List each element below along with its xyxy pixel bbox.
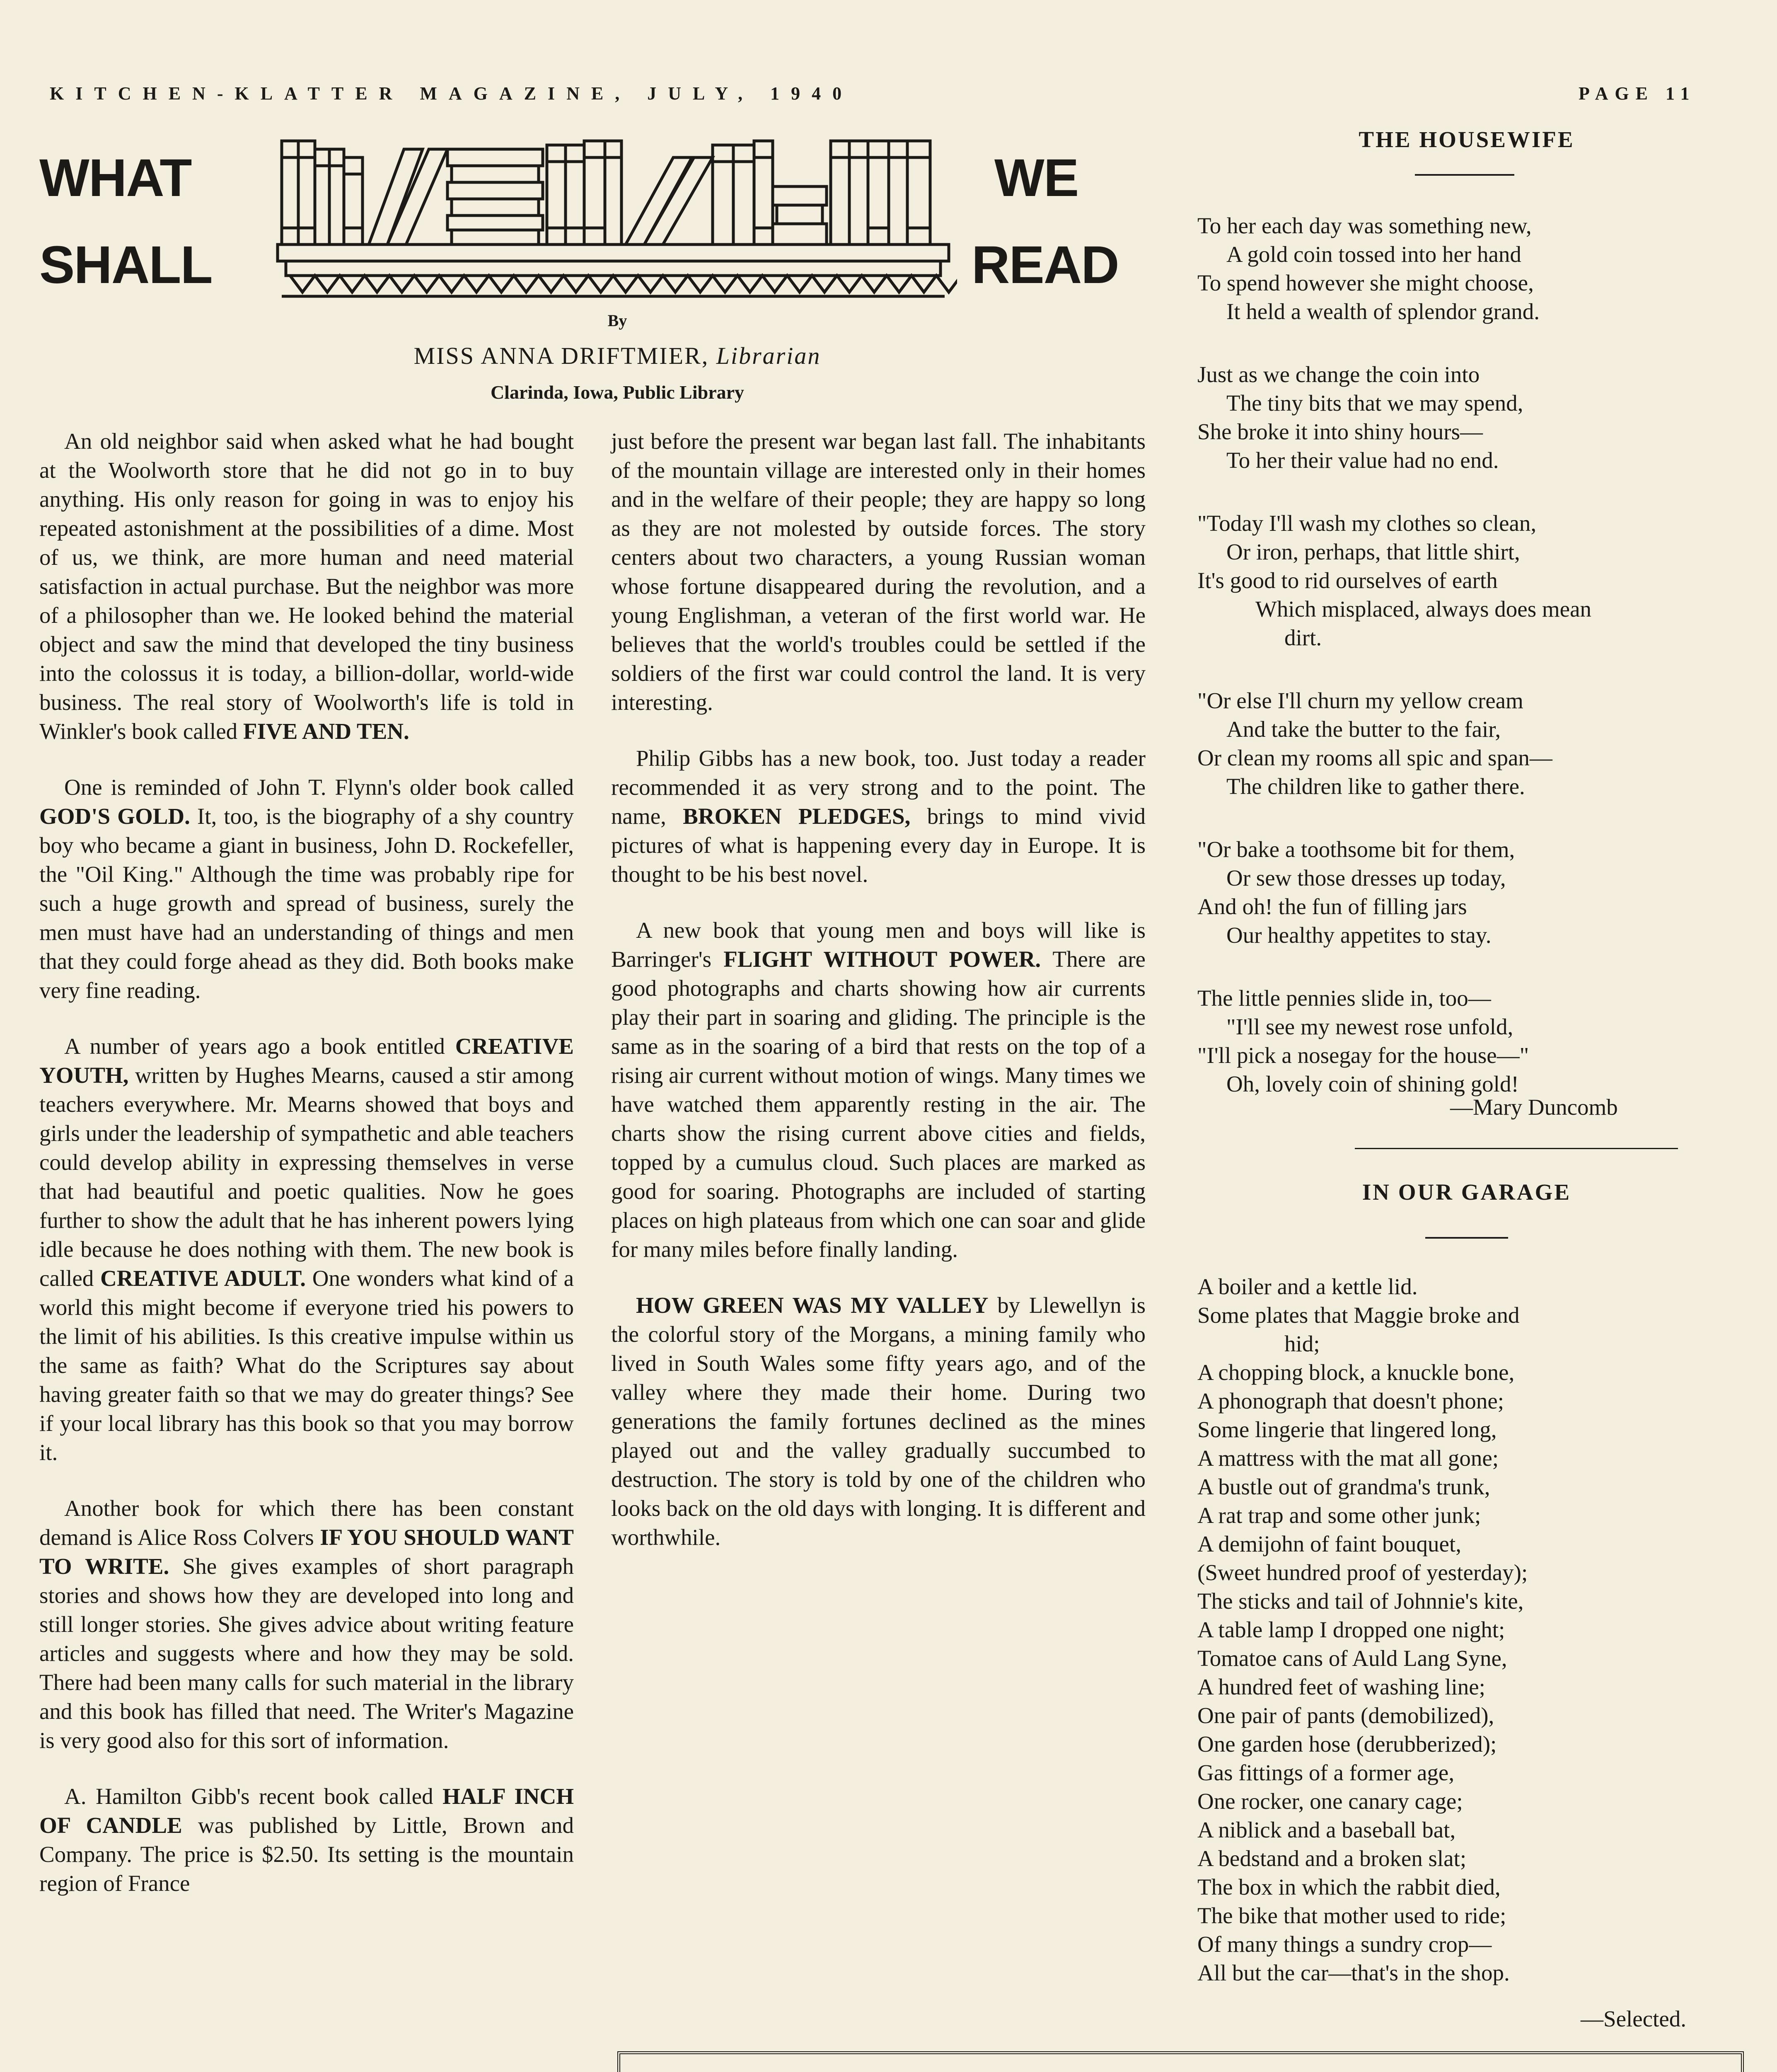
- poem-housewife: [1197, 211, 1736, 1133]
- poem-line: And oh! the fun of filling jars: [1197, 894, 1467, 919]
- poem-line: Oh, lovely coin of shining gold!: [1226, 1071, 1519, 1097]
- poem-line: dirt.: [1284, 625, 1322, 650]
- poem-line: Or clean my rooms all spic and span—: [1197, 745, 1552, 770]
- poem-line: Tomatoe cans of Auld Lang Syne,: [1197, 1646, 1507, 1671]
- stanza: [1197, 509, 1736, 652]
- poem-line: All but the car—that's in the shop.: [1197, 1960, 1510, 1985]
- article-column-1: [39, 427, 574, 1925]
- poem-line: Or sew those dresses up today,: [1226, 865, 1506, 891]
- author-title: Librarian: [716, 342, 821, 369]
- poem-line: Our healthy appetites to stay.: [1226, 922, 1492, 948]
- col1-para-2: One is reminded of John T. Flynn's older book called GOD'S GOLD. It, too, is the biography of a shy country boy who became a giant in business, John D. Rockefeller, the "Oil King." Although the time was probably ripe for such a huge growth and spread of business, surely the men must have had an understanding of things and men that they could forge ahead as they did. Both books make very fine reading.: [39, 775, 574, 1003]
- poem-line: A niblick and a baseball bat,: [1197, 1817, 1456, 1842]
- poem-line: To her each day was something new,: [1197, 213, 1532, 238]
- page-number: PAGE 11: [1579, 83, 1696, 104]
- title-word-what: WHAT: [39, 148, 191, 208]
- title-word-read: READ: [972, 235, 1119, 295]
- poem-line: "I'll pick a nosegay for the house—": [1197, 1043, 1529, 1068]
- title-word-shall: SHALL: [39, 235, 212, 295]
- poem-line: It held a wealth of splendor grand.: [1226, 299, 1540, 324]
- poem-line: To her their value had no end.: [1226, 448, 1499, 473]
- poem-line: "I'll see my newest rose unfold,: [1226, 1014, 1513, 1039]
- poem-line: Of many things a sundry crop—: [1197, 1932, 1492, 1957]
- stanza: [1197, 211, 1736, 326]
- section-divider-rule: [1355, 1148, 1678, 1149]
- poem-line: The tiny bits that we may spend,: [1226, 390, 1523, 416]
- poem-line: Which misplaced, always does mean: [1255, 596, 1591, 622]
- poem-line: The box in which the rabbit died,: [1197, 1874, 1501, 1900]
- col1-para-5: A. Hamilton Gibb's recent book called HALF INCH OF CANDLE was published by Little, Brown and Company. The price is $2.50. Its setting is the mountain region of France: [39, 1784, 574, 1896]
- poem-line: It's good to rid ourselves of earth: [1197, 568, 1498, 593]
- stanza: [1197, 686, 1736, 801]
- poem-line: "Or else I'll churn my yellow cream: [1197, 688, 1523, 713]
- poem-housewife-title: THE HOUSEWIFE: [1359, 127, 1575, 152]
- stanza: [1197, 835, 1736, 949]
- poem-garage: [1197, 1272, 1748, 1987]
- poem-line: "Or bake a toothsome bit for them,: [1197, 837, 1515, 862]
- poem-line: And take the butter to the fair,: [1226, 716, 1501, 742]
- article-column-2: [611, 427, 1146, 1579]
- poem-line: One rocker, one canary cage;: [1197, 1789, 1463, 1814]
- author-name: MISS ANNA DRIFTMIER,: [413, 342, 709, 369]
- stanza: [1197, 360, 1736, 474]
- byline-author: [249, 342, 986, 370]
- col2-para-2: Philip Gibbs has a new book, too. Just today a reader recommended it as very strong and to the point. The name, BROKEN PLEDGES, brings to mind vivid pictures of what is happening every day in Europe. It is thought to be his best novel.: [611, 746, 1146, 887]
- col2-para-4: HOW GREEN WAS MY VALLEY by Llewellyn is the colorful story of the Morgans, a mining family who lived in South Wales some fifty years ago, and of the valley where they made their home. During two generations the family fortunes declined as the mines played out and the valley gradually succumbed to destruction. The story is told by one of the children who looks back on the old days with longing. It is different and worthwhile.: [611, 1293, 1146, 1550]
- stanza: [1197, 984, 1736, 1098]
- poem-line: A rat trap and some other junk;: [1197, 1503, 1481, 1528]
- byline-library: Clarinda, Iowa, Public Library: [490, 382, 745, 403]
- poem-line: To spend however she might choose,: [1197, 270, 1534, 295]
- col2-para-1: just before the present war began last fall. The inhabitants of the mountain village are interested only in their homes and in the welfare of their people; they are happy so long as they are not molested by outside forces. The story centers about two characters, a young Russian woman whose fortune disappeared during the revolution, and a young Englishman, a veteran of the first world war. He believes that the world's troubles could be settled if the soldiers of the first war could control the land. It is very interesting.: [611, 428, 1146, 715]
- poem-line: The little pennies slide in, too—: [1197, 985, 1491, 1011]
- poem-line: Just as we change the coin into: [1197, 362, 1480, 387]
- col1-para-4: Another book for which there has been constant demand is Alice Ross Colvers IF YOU SHOULD WANT TO WRITE. She gives examples of short paragraph stories and shows how they are developed into long and still longer stories. She gives advice about writing feature articles and suggests where and how they may be sold. There had been many calls for such material in the library and this book has filled that need. The Writer's Magazine is very good also for this sort of information.: [39, 1496, 574, 1753]
- poem-line: A hundred feet of washing line;: [1197, 1674, 1485, 1699]
- poem-line: Or iron, perhaps, that little shirt,: [1226, 539, 1520, 564]
- poem-housewife-rule: [1415, 174, 1514, 176]
- poem-line: The bike that mother used to ride;: [1197, 1903, 1506, 1928]
- poem-line: A gold coin tossed into her hand: [1226, 242, 1521, 267]
- poem-line: One pair of pants (demobilized),: [1197, 1703, 1494, 1728]
- poem-line: Gas fittings of a former age,: [1197, 1760, 1455, 1785]
- poem-garage-rule: [1425, 1237, 1508, 1239]
- bookshelf-illustration: [273, 133, 957, 307]
- poem-line: The children like to gather there.: [1226, 774, 1525, 799]
- poem-line: A phonograph that doesn't phone;: [1197, 1388, 1504, 1414]
- poem-line: "Today I'll wash my clothes so clean,: [1197, 511, 1537, 536]
- poem-line: A mattress with the mat all gone;: [1197, 1445, 1499, 1471]
- ad-box: [617, 2051, 1744, 2072]
- poem-line: A chopping block, a knuckle bone,: [1197, 1360, 1515, 1385]
- poem-line: She broke it into shiny hours—: [1197, 419, 1483, 444]
- byline-by: By: [607, 311, 627, 330]
- poem-line: One garden hose (derubberized);: [1197, 1731, 1497, 1757]
- poem-line: hid;: [1284, 1331, 1320, 1356]
- running-header: KITCHEN-KLATTER MAGAZINE, JULY, 1940: [50, 83, 853, 104]
- poem-line: (Sweet hundred proof of yesterday);: [1197, 1560, 1528, 1585]
- col1-para-3: A number of years ago a book entitled CREATIVE YOUTH, written by Hughes Mearns, caused a stir among teachers everywhere. Mr. Mearns showed that boys and girls under the leadership of sympathetic and able teachers could develop ability in expressing themselves in verse that had beautiful and poetic qualities. Now he goes further to show the adult that he has inherent powers lying idle because he does nothing with them. The new book is called CREATIVE ADULT. One wonders what kind of a world this might become if everyone tried his powers to the limit of his abilities. Is this creative impulse within us the same as faith? What do the Scriptures say about having greater faith so that we may do greater things? See if your local library has this book so that you may borrow it.: [39, 1034, 574, 1465]
- poem-line: A boiler and a kettle lid.: [1197, 1274, 1418, 1299]
- poem-line: Some lingerie that lingered long,: [1197, 1417, 1497, 1442]
- poem-line: Some plates that Maggie broke and: [1197, 1302, 1520, 1328]
- poem-housewife-author: —Mary Duncomb: [1450, 1094, 1618, 1120]
- poem-garage-title: IN OUR GARAGE: [1362, 1179, 1571, 1205]
- col1-para-1: An old neighbor said when asked what he had bought at the Woolworth store that he did not go in to buy anything. His only reason for going in was to enjoy his repeated astonishment at the possibilities of a dime. Most of us, we think, are more human and need material satisfaction in actual purchase. But the neighbor was more of a philosopher than we. He looked behind the material object and saw the mind that developed the tiny business into the colossus it is today, a billion-dollar, world-wide business. The real story of Woolworth's life is told in Winkler's book called FIVE AND TEN.: [39, 428, 574, 744]
- poem-line: A table lamp I dropped one night;: [1197, 1617, 1505, 1642]
- col2-para-3: A new book that young men and boys will like is Barringer's FLIGHT WITHOUT POWER. There are good photographs and charts showing how air currents play their part in soaring and gliding. The principle is the same as in the soaring of a bird that rests on the top of a rising air current without motion of wings. Many times we have watched them apparently resting in the air. The charts show the rising current above cities and fields, topped by a cumulus cloud. Such places are marked as good for soaring. Photographs are included of starting places on high plateaus from which one can soar and glide for many miles before finally landing.: [611, 917, 1146, 1262]
- poem-garage-credit: —Selected.: [1581, 2006, 1687, 2031]
- poem-line: A demijohn of faint bouquet,: [1197, 1531, 1461, 1556]
- poem-line: A bustle out of grandma's trunk,: [1197, 1474, 1490, 1499]
- title-word-we: WE: [994, 148, 1078, 208]
- poem-line: The sticks and tail of Johnnie's kite,: [1197, 1588, 1524, 1614]
- poem-line: A bedstand and a broken slat;: [1197, 1846, 1467, 1871]
